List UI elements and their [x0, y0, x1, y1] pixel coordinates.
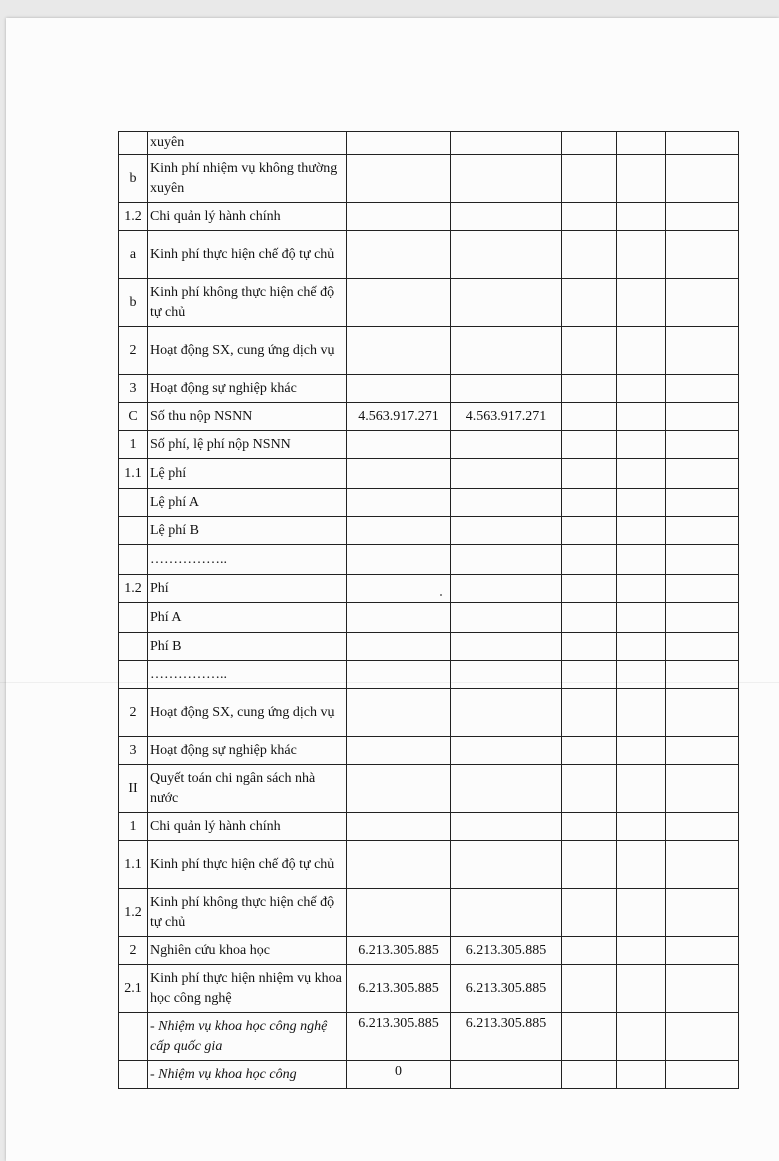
amount-cell-2 [451, 231, 562, 279]
row-number-cell: 3 [119, 737, 148, 765]
amount-cell-2 [451, 841, 562, 889]
empty-cell-5 [666, 737, 739, 765]
empty-cell-4 [617, 661, 666, 689]
empty-cell-4 [617, 1013, 666, 1061]
description-cell: - Nhiệm vụ khoa học công nghệ cấp quốc gia [148, 1013, 347, 1061]
row-number-cell: 1.1 [119, 459, 148, 489]
table-row [119, 403, 739, 431]
table-row [119, 1061, 739, 1089]
empty-cell-3 [562, 231, 617, 279]
row-number-cell: 1.2 [119, 889, 148, 937]
empty-cell-3 [562, 517, 617, 545]
empty-cell-4 [617, 517, 666, 545]
empty-cell-3 [562, 813, 617, 841]
empty-cell-5 [666, 603, 739, 633]
empty-cell-3 [562, 545, 617, 575]
empty-cell-4 [617, 965, 666, 1013]
amount-cell-1: 4.563.917.271 [347, 403, 451, 431]
empty-cell-4 [617, 459, 666, 489]
amount-cell-2 [451, 1061, 562, 1089]
empty-cell-5 [666, 937, 739, 965]
row-number-cell: a [119, 231, 148, 279]
table-row [119, 517, 739, 545]
amount-cell-2: 6.213.305.885 [451, 1013, 562, 1061]
empty-cell-4 [617, 937, 666, 965]
description-cell: Kinh phí thực hiện nhiệm vụ khoa học công nghệ [148, 965, 347, 1013]
amount-cell-2 [451, 459, 562, 489]
row-number-cell: b [119, 279, 148, 327]
empty-cell-3 [562, 279, 617, 327]
empty-cell-4 [617, 231, 666, 279]
empty-cell-5 [666, 155, 739, 203]
table-row [119, 737, 739, 765]
amount-cell-2 [451, 575, 562, 603]
empty-cell-5 [666, 661, 739, 689]
empty-cell-5 [666, 517, 739, 545]
row-number-cell: 1 [119, 431, 148, 459]
table-row [119, 203, 739, 231]
empty-cell-4 [617, 603, 666, 633]
empty-cell-3 [562, 689, 617, 737]
table-row [119, 155, 739, 203]
description-cell: Phí B [148, 633, 347, 661]
empty-cell-5 [666, 841, 739, 889]
description-cell: Phí [148, 575, 347, 603]
empty-cell-5 [666, 403, 739, 431]
empty-cell-5 [666, 279, 739, 327]
row-number-cell: 1.2 [119, 203, 148, 231]
empty-cell-5 [666, 327, 739, 375]
empty-cell-3 [562, 203, 617, 231]
empty-cell-4 [617, 403, 666, 431]
table-row [119, 231, 739, 279]
row-number-cell: 3 [119, 375, 148, 403]
amount-cell-1 [347, 661, 451, 689]
amount-cell-1 [347, 633, 451, 661]
empty-cell-3 [562, 375, 617, 403]
row-number-cell [119, 1013, 148, 1061]
amount-cell-2: 6.213.305.885 [451, 965, 562, 1013]
description-cell: Hoạt động sự nghiệp khác [148, 737, 347, 765]
empty-cell-3 [562, 403, 617, 431]
row-number-cell [119, 603, 148, 633]
row-number-cell [119, 517, 148, 545]
empty-cell-4 [617, 737, 666, 765]
row-number-cell [119, 132, 148, 155]
description-cell: Kinh phí thực hiện chế độ tự chủ [148, 231, 347, 279]
row-number-cell: 2 [119, 937, 148, 965]
amount-cell-1 [347, 889, 451, 937]
table-row [119, 661, 739, 689]
description-cell: Số phí, lệ phí nộp NSNN [148, 431, 347, 459]
empty-cell-4 [617, 431, 666, 459]
description-cell: Kinh phí không thực hiện chế độ tự chủ [148, 889, 347, 937]
empty-cell-4 [617, 575, 666, 603]
empty-cell-4 [617, 633, 666, 661]
amount-cell-2 [451, 375, 562, 403]
description-cell: Lệ phí [148, 459, 347, 489]
empty-cell-5 [666, 689, 739, 737]
description-cell: Phí A [148, 603, 347, 633]
row-number-cell [119, 661, 148, 689]
table-body [119, 132, 739, 1089]
table-row [119, 841, 739, 889]
amount-cell-1 [347, 132, 451, 155]
empty-cell-5 [666, 431, 739, 459]
amount-cell-1 [347, 689, 451, 737]
amount-cell-1 [347, 279, 451, 327]
empty-cell-5 [666, 765, 739, 813]
description-cell: Số thu nộp NSNN [148, 403, 347, 431]
table-row [119, 545, 739, 575]
amount-cell-1 [347, 459, 451, 489]
empty-cell-5 [666, 889, 739, 937]
description-cell: Kinh phí không thực hiện chế độ tự chủ [148, 279, 347, 327]
empty-cell-3 [562, 459, 617, 489]
amount-cell-2: 4.563.917.271 [451, 403, 562, 431]
empty-cell-3 [562, 737, 617, 765]
empty-cell-3 [562, 1013, 617, 1061]
amount-cell-1 [347, 545, 451, 575]
table-row [119, 375, 739, 403]
empty-cell-3 [562, 575, 617, 603]
row-number-cell: 2 [119, 689, 148, 737]
amount-cell-2 [451, 765, 562, 813]
empty-cell-3 [562, 1061, 617, 1089]
budget-table [118, 131, 739, 1089]
description-cell: Lệ phí B [148, 517, 347, 545]
empty-cell-5 [666, 575, 739, 603]
empty-cell-5 [666, 375, 739, 403]
amount-cell-2 [451, 489, 562, 517]
empty-cell-3 [562, 633, 617, 661]
empty-cell-4 [617, 279, 666, 327]
table-row [119, 279, 739, 327]
description-cell: Quyết toán chi ngân sách nhà nước [148, 765, 347, 813]
table-row [119, 603, 739, 633]
amount-cell-2 [451, 517, 562, 545]
amount-cell-1 [347, 813, 451, 841]
empty-cell-4 [617, 489, 666, 517]
amount-cell-1: 0 [347, 1061, 451, 1089]
amount-cell-2 [451, 327, 562, 375]
table-row [119, 765, 739, 813]
row-number-cell [119, 1061, 148, 1089]
amount-cell-1 [347, 489, 451, 517]
table-row [119, 132, 739, 155]
row-number-cell [119, 489, 148, 517]
row-number-cell: C [119, 403, 148, 431]
amount-cell-1 [347, 431, 451, 459]
table-row [119, 575, 739, 603]
amount-cell-2 [451, 813, 562, 841]
amount-cell-2 [451, 431, 562, 459]
table-row [119, 431, 739, 459]
empty-cell-3 [562, 937, 617, 965]
description-cell: Chi quản lý hành chính [148, 813, 347, 841]
empty-cell-3 [562, 155, 617, 203]
description-cell: …………….. [148, 545, 347, 575]
table-row [119, 1013, 739, 1061]
table-row [119, 489, 739, 517]
amount-cell-2: 6.213.305.885 [451, 937, 562, 965]
row-number-cell: 1.1 [119, 841, 148, 889]
empty-cell-3 [562, 327, 617, 375]
description-cell: Kinh phí thực hiện chế độ tự chủ [148, 841, 347, 889]
amount-cell-1 [347, 327, 451, 375]
empty-cell-3 [562, 603, 617, 633]
table-row [119, 965, 739, 1013]
amount-cell-1 [347, 203, 451, 231]
empty-cell-5 [666, 459, 739, 489]
empty-cell-4 [617, 813, 666, 841]
amount-cell-2 [451, 603, 562, 633]
empty-cell-3 [562, 765, 617, 813]
empty-cell-5 [666, 813, 739, 841]
empty-cell-4 [617, 545, 666, 575]
amount-cell-2 [451, 737, 562, 765]
amount-cell-1: 6.213.305.885 [347, 937, 451, 965]
description-cell: Nghiên cứu khoa học [148, 937, 347, 965]
amount-cell-1 [347, 155, 451, 203]
table-row [119, 327, 739, 375]
empty-cell-3 [562, 965, 617, 1013]
amount-cell-2 [451, 889, 562, 937]
amount-cell-2 [451, 155, 562, 203]
amount-cell-2 [451, 633, 562, 661]
row-number-cell: 2.1 [119, 965, 148, 1013]
amount-cell-1 [347, 575, 451, 603]
description-cell: - Nhiệm vụ khoa học công [148, 1061, 347, 1089]
row-number-cell: 2 [119, 327, 148, 375]
empty-cell-4 [617, 889, 666, 937]
table-row [119, 459, 739, 489]
speck [440, 594, 442, 596]
amount-cell-2 [451, 545, 562, 575]
row-number-cell [119, 633, 148, 661]
empty-cell-5 [666, 965, 739, 1013]
empty-cell-4 [617, 155, 666, 203]
description-cell: Lệ phí A [148, 489, 347, 517]
row-number-cell: 1.2 [119, 575, 148, 603]
amount-cell-2 [451, 661, 562, 689]
amount-cell-2 [451, 279, 562, 327]
description-cell: …………….. [148, 661, 347, 689]
empty-cell-4 [617, 1061, 666, 1089]
row-number-cell: II [119, 765, 148, 813]
description-cell: Chi quản lý hành chính [148, 203, 347, 231]
row-number-cell [119, 545, 148, 575]
amount-cell-1 [347, 375, 451, 403]
empty-cell-5 [666, 633, 739, 661]
row-number-cell: 1 [119, 813, 148, 841]
amount-cell-1 [347, 765, 451, 813]
empty-cell-3 [562, 841, 617, 889]
description-cell: Kinh phí nhiệm vụ không thường xuyên [148, 155, 347, 203]
amount-cell-1 [347, 231, 451, 279]
amount-cell-1 [347, 737, 451, 765]
empty-cell-5 [666, 1013, 739, 1061]
empty-cell-4 [617, 327, 666, 375]
empty-cell-5 [666, 545, 739, 575]
empty-cell-4 [617, 689, 666, 737]
description-cell: Hoạt động sự nghiệp khác [148, 375, 347, 403]
table-row [119, 633, 739, 661]
amount-cell-1: 6.213.305.885 [347, 965, 451, 1013]
description-cell: Hoạt động SX, cung ứng dịch vụ [148, 689, 347, 737]
amount-cell-2 [451, 689, 562, 737]
empty-cell-3 [562, 132, 617, 155]
amount-cell-2 [451, 132, 562, 155]
amount-cell-1 [347, 841, 451, 889]
empty-cell-5 [666, 231, 739, 279]
empty-cell-4 [617, 375, 666, 403]
table-row [119, 689, 739, 737]
empty-cell-5 [666, 1061, 739, 1089]
amount-cell-1 [347, 517, 451, 545]
empty-cell-5 [666, 489, 739, 517]
description-cell: Hoạt động SX, cung ứng dịch vụ [148, 327, 347, 375]
amount-cell-1: 6.213.305.885 [347, 1013, 451, 1061]
table-row [119, 889, 739, 937]
empty-cell-3 [562, 661, 617, 689]
empty-cell-3 [562, 431, 617, 459]
description-cell: xuyên [148, 132, 347, 155]
empty-cell-4 [617, 841, 666, 889]
amount-cell-2 [451, 203, 562, 231]
empty-cell-3 [562, 489, 617, 517]
table-row [119, 813, 739, 841]
amount-cell-1 [347, 603, 451, 633]
row-number-cell: b [119, 155, 148, 203]
empty-cell-4 [617, 132, 666, 155]
table-row [119, 937, 739, 965]
empty-cell-3 [562, 889, 617, 937]
empty-cell-5 [666, 132, 739, 155]
empty-cell-5 [666, 203, 739, 231]
empty-cell-4 [617, 765, 666, 813]
empty-cell-4 [617, 203, 666, 231]
